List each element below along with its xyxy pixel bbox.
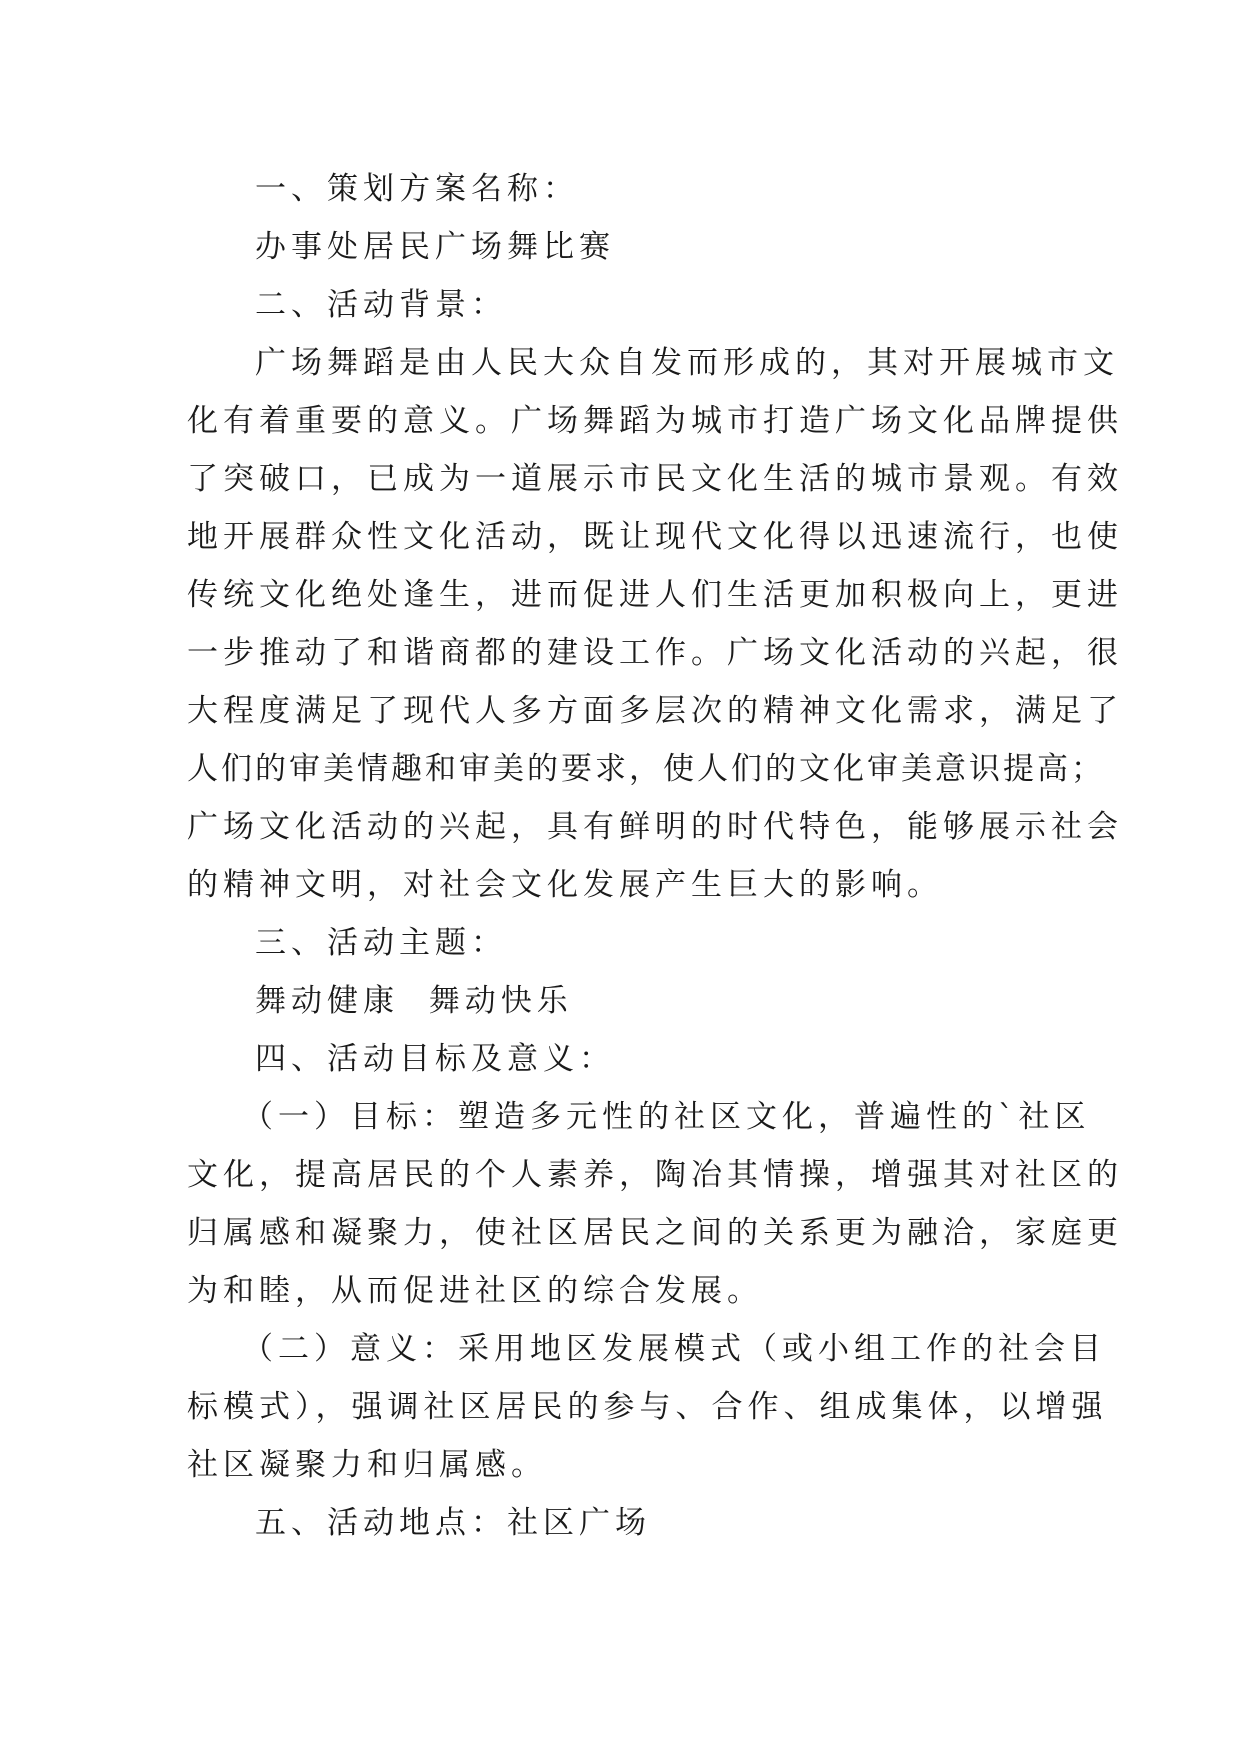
paragraph-line: （一）目标：塑造多元性的社区文化，普遍性的`社区	[242, 1099, 1091, 1135]
paragraph-line: 文化，提高居民的个人素养，陶冶其情操，增强其对社区的	[187, 1157, 1123, 1193]
plan-name-text: 办事处居民广场舞比赛	[255, 229, 615, 265]
paragraph-line: 一步推动了和谐商都的建设工作。广场文化活动的兴起，很	[187, 635, 1123, 671]
heading-theme: 三、活动主题：	[255, 925, 507, 961]
paragraph-line: 地开展群众性文化活动，既让现代文化得以迅速流行，也使	[187, 519, 1123, 555]
heading-plan-name: 一、策划方案名称：	[255, 171, 579, 207]
paragraph-line: 广场舞蹈是由人民大众自发而形成的，其对开展城市文	[255, 345, 1119, 381]
paragraph-line: 化有着重要的意义。广场舞蹈为城市打造广场文化品牌提供	[187, 403, 1123, 439]
paragraph-line: 传统文化绝处逢生，进而促进人们生活更加积极向上，更进	[187, 577, 1123, 613]
paragraph-line: 归属感和凝聚力，使社区居民之间的关系更为融洽，家庭更	[187, 1215, 1123, 1251]
heading-background: 二、活动背景：	[255, 287, 507, 323]
document-page	[187, 160, 1123, 1552]
paragraph-line: 广场文化活动的兴起，具有鲜明的时代特色，能够展示社会	[187, 809, 1123, 845]
heading-goals: 四、活动目标及意义：	[255, 1041, 615, 1077]
theme-text: 舞动健康 舞动快乐	[255, 983, 573, 1019]
paragraph-line: （二）意义：采用地区发展模式（或小组工作的社会目	[242, 1331, 1106, 1367]
paragraph-line: 大程度满足了现代人多方面多层次的精神文化需求，满足了	[187, 693, 1123, 729]
paragraph-line: 为和睦，从而促进社区的综合发展。	[187, 1273, 763, 1309]
paragraph-line: 的精神文明，对社会文化发展产生巨大的影响。	[187, 867, 943, 903]
paragraph-line: 了突破口，已成为一道展示市民文化生活的城市景观。有效	[187, 461, 1123, 497]
paragraph-line: 人们的审美情趣和审美的要求，使人们的文化审美意识提高；	[187, 751, 1105, 787]
heading-location: 五、活动地点：社区广场	[255, 1505, 651, 1541]
paragraph-line: 社区凝聚力和归属感。	[187, 1447, 547, 1483]
paragraph-line: 标模式），强调社区居民的参与、合作、组成集体，以增强	[187, 1389, 1108, 1425]
